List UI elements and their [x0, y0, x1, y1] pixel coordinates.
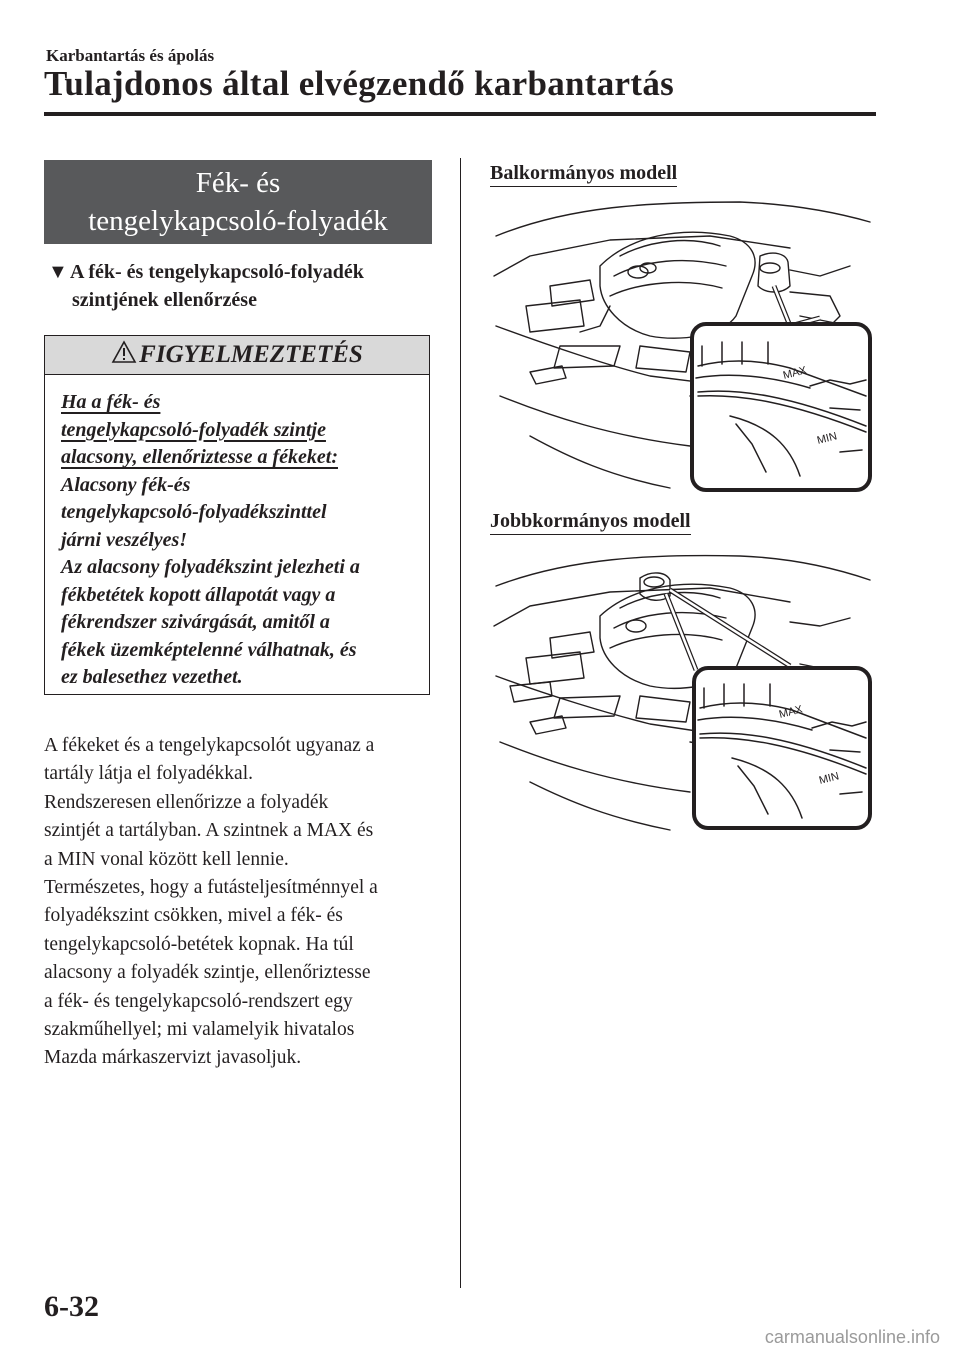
rhd-max-label: MAX [777, 703, 804, 721]
body-line: a fék- és tengelykapcsoló-rendszert egy [44, 990, 353, 1012]
subheading-line2: szintjének ellenőrzése [72, 289, 257, 311]
body-line: tengelykapcsoló-betétek kopnak. Ha túl [44, 933, 354, 955]
watermark: carmanualsonline.info [764, 1327, 940, 1347]
section-title-box [44, 160, 432, 244]
warning-line: fékbetétek kopott állapotát vagy a [61, 583, 336, 606]
lhd-min-label: MIN [815, 430, 839, 447]
lhd-engine-illustration [490, 196, 880, 496]
body-line: szakműhellyel; mi valamelyik hivatalos [44, 1019, 355, 1041]
body-line: szintjét a tartályban. A szintnek a MAX és [44, 820, 374, 842]
warning-line: Az alacsony folyadékszint jelezheti a [61, 556, 360, 578]
warning-box [44, 335, 430, 695]
lhd-caption: Balkormányos modell [490, 162, 677, 187]
page-number: 6-32 [44, 1290, 99, 1323]
body-line: folyadékszint csökken, mivel a fék- és [44, 905, 343, 927]
body-line: a MIN vonal között kell lennie. [44, 848, 289, 870]
body-line: Természetes, hogy a futásteljesítménnyel a [44, 877, 378, 899]
warning-title: FIGYELMEZTETÉS [139, 341, 363, 368]
body-line: A fékeket és a tengelykapcsolót ugyanaz a [44, 735, 375, 756]
body-line: alacsony a folyadék szintje, ellenőriztesse [44, 962, 371, 984]
warning-line: fékrendszer szivárgását, amitől a [61, 611, 330, 633]
rhd-engine-illustration [490, 546, 880, 836]
header-rule [44, 112, 876, 116]
rhd-caption: Jobbkormányos modell [490, 510, 691, 535]
warning-header [45, 336, 429, 375]
triangle-bullet-icon: ▼ [48, 261, 68, 283]
warning-line: Alacsony fék-és [61, 473, 191, 496]
warning-underlined-line: tengelykapcsoló-folyadék szintje [61, 418, 326, 441]
page-title: Tulajdonos által elvégzendő karbantartás [44, 64, 675, 103]
body-text [44, 732, 444, 1073]
body-line: Mazda márkaszervizt javasoljuk. [44, 1047, 302, 1069]
section-title-line2: tengelykapcsoló-folyadék [88, 205, 388, 237]
warning-body [45, 375, 429, 692]
warning-line: ez balesethez vezethet. [61, 666, 243, 688]
rhd-min-label: MIN [817, 770, 841, 787]
subheading [48, 258, 438, 314]
section-title-line1: Fék- és [195, 167, 281, 199]
warning-triangle-icon [111, 338, 137, 376]
lhd-max-label: MAX [781, 364, 808, 382]
column-divider [460, 158, 461, 1288]
warning-underlined-line: Ha a fék- és [61, 391, 161, 413]
warning-line: fékek üzemképtelenné válhatnak, és [61, 638, 357, 661]
header-section-label: Karbantartás és ápolás [46, 46, 215, 65]
warning-underlined-line: alacsony, ellenőriztesse a fékeket: [61, 446, 338, 468]
body-line: tartály látja el folyadékkal. [44, 763, 253, 785]
warning-line: járni veszélyes! [61, 528, 188, 551]
rhd-callout-leader [666, 590, 790, 670]
body-line: Rendszeresen ellenőrizze a folyadék [44, 791, 329, 813]
warning-line: tengelykapcsoló-folyadékszinttel [61, 501, 327, 523]
subheading-line1: A fék- és tengelykapcsoló-folyadék [70, 261, 364, 283]
